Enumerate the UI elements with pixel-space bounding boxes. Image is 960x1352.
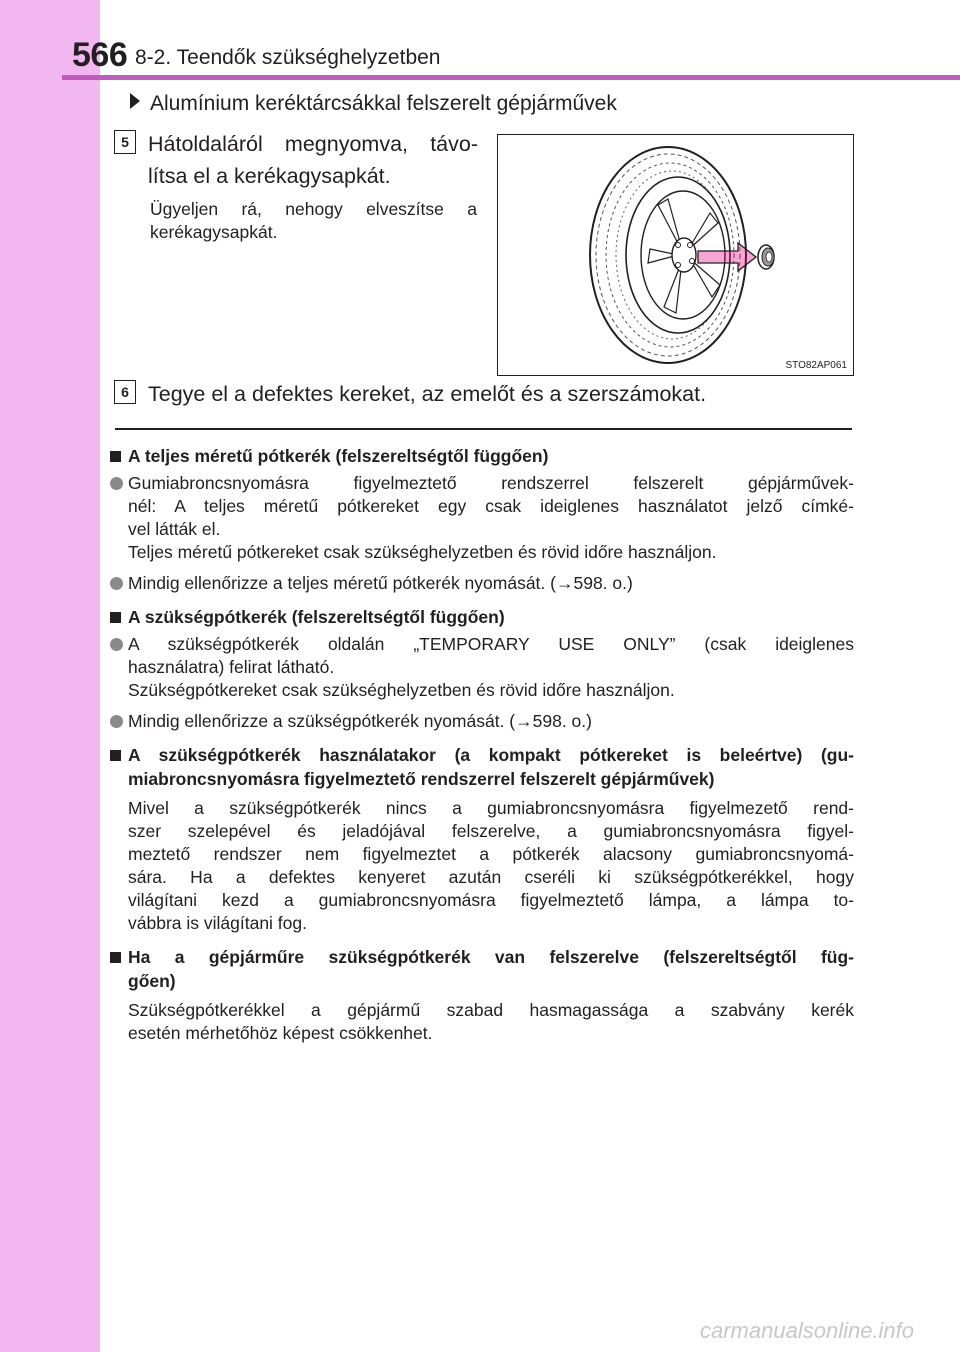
wheel-illustration [498, 135, 853, 375]
list-item: A szükségpótkerék oldalán „TEMPORARY USE ONLY” (csak ideiglenes használatra) felirat látható. Szükségpótkereket csak szükséghelyzetben és rövid időre használjon. [108, 633, 854, 702]
step6-instruction: Tegye el a defektes kereket, az emelőt és a szerszámokat. [148, 382, 707, 406]
section-paragraph: Mivel a szükségpótkerék nincs a gumiabroncsnyomásra figyelmezető rend- szer szelepével és jeladójával felszerelve, a gumiabroncsnyomásra figyel- meztető rendszer nem figyelmeztet a pótkerék alacsony gumiabroncsnyomá- sára. Ha a defektes kenyeret azután cseréli ki szükségpótkerékkel, hogy világítani kezd a gumiabroncsnyomásra figyelmeztető lámpa, a lámpa to- vábbra is világítani fog. [128, 798, 854, 933]
hub-cap-icon [758, 245, 774, 269]
page-number: 566 [72, 36, 128, 74]
section-heading: Ha a gépjárműre szükségpótkerék van felszerelve (felszereltségtől füg- gően) [108, 945, 854, 993]
step-number-5: 5 [114, 130, 136, 154]
watermark: carmanualsonline.info [700, 1318, 915, 1343]
circle-bullet-icon [110, 638, 123, 651]
step-number-6: 6 [114, 380, 136, 404]
triangle-bullet-icon [130, 93, 140, 109]
chapter-title: 8-2. Teendők szükséghelyzetben [135, 46, 441, 69]
step5-instruction: Hátoldaláról megnyomva, távo- lítsa el a kerékagysapkát. [148, 132, 478, 188]
section-heading: A szükségpótkerék (felszereltségtől függően) [108, 605, 854, 629]
list-item: Gumiabroncsnyomásra figyelmeztető rendszerrel felszerelt gépjárművek- nél: A teljes méretű pótkereket egy csak ideiglenes használatot jelző címké- vel látták el. Teljes méretű pótkereket csak szükséghelyzetben és rövid időre használjon. [108, 472, 854, 564]
section-paragraph: Szükségpótkerékkel a gépjármű szabad hasmagassága a szabvány kerék esetén mérhetőhöz képest csökkenhet. [128, 1000, 854, 1043]
list-item: Mindig ellenőrizze a teljes méretű pótkerék nyomását. (→598. o.) [108, 572, 854, 595]
header-rule [62, 75, 960, 80]
circle-bullet-icon [110, 477, 123, 490]
square-bullet-icon [110, 952, 121, 963]
wheel-cap-figure [497, 134, 854, 376]
notes-area [108, 438, 854, 1045]
circle-bullet-icon [110, 715, 123, 728]
section-heading: A teljes méretű pótkerék (felszereltségtől függően) [108, 444, 854, 468]
circle-bullet-icon [110, 577, 123, 590]
square-bullet-icon [110, 612, 121, 623]
step5-note: Ügyeljen rá, nehogy elveszítse a kerékagysapkát. [150, 199, 477, 242]
figure-code: STO82AP061 [785, 360, 847, 371]
section-heading: A szükségpótkerék használatakor (a kompakt pótkereket is beleértve) (gu- miabroncsnyomásra figyelmeztető rendszerrel felszerelt gépjárművek) [108, 743, 854, 791]
chapter-sidebar-tab [0, 0, 100, 1352]
square-bullet-icon [110, 451, 121, 462]
square-bullet-icon [110, 750, 121, 761]
list-item: Mindig ellenőrizze a szükségpótkerék nyomását. (→598. o.) [108, 710, 854, 733]
section-divider [115, 428, 852, 430]
procedure-subheading: Alumínium keréktárcsákkal felszerelt gépjárművek [130, 92, 617, 116]
